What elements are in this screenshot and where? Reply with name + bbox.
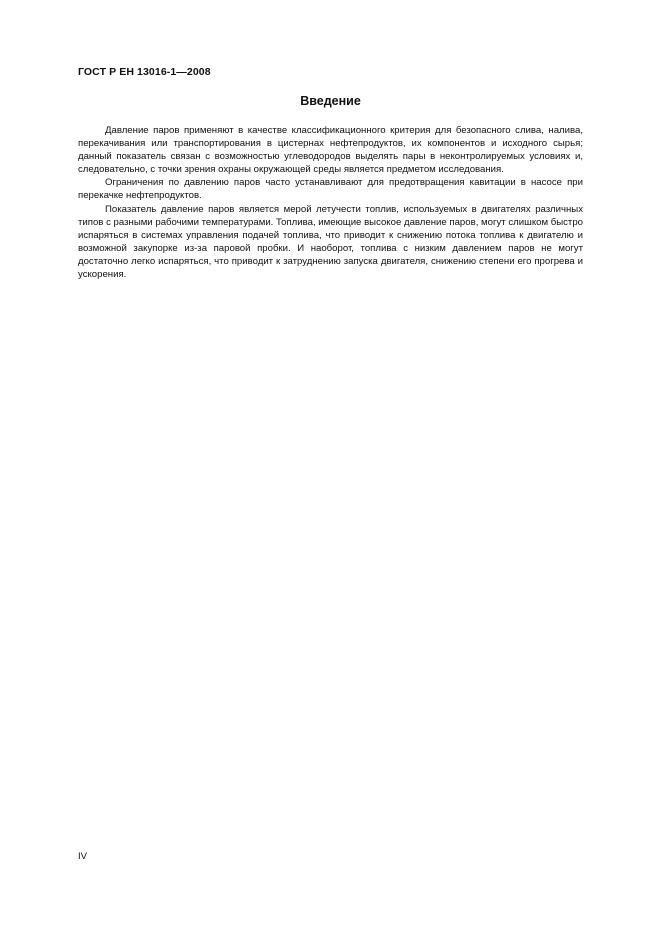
paragraph-2: Ограничения по давлению паров часто устанавливают для предотвращения кавитации в насосе при перекачке нефтепродуктов. [78, 177, 583, 202]
page-number: IV [78, 851, 87, 862]
section-title: Введение [300, 94, 361, 108]
paragraph-3: Показатель давление паров является мерой летучести топлив, используемых в двигателях различных типов с разными рабочими температурами. Топлива, имеющие высокое давление паров, могут слишком быстро испаряться в системах управления подачей топлива, что приводит к снижению потока топлива к двигателю и возможной закупорке из-за паровой пробки. И наоборот, топлива с низким давлением паров не могут достаточно легко испаряться, что приводит к затруднению запуска двигателя, снижению степени его прогрева и ускорения. [78, 203, 583, 281]
standard-code-header: ГОСТ Р ЕН 13016-1—2008 [78, 66, 211, 78]
body-text [78, 124, 583, 281]
paragraph-1: Давление паров применяют в качестве классификационного критерия для безопасного слива, налива, перекачивания или транспортирования в цистернах нефтепродуктов, их компонентов и исходного сырья; данный показатель связан с возможностью углеводородов выделять пары в неконтролируемых условиях и, следовательно, с точки зрения охраны окружающей среды является предметом исследования. [78, 125, 583, 176]
